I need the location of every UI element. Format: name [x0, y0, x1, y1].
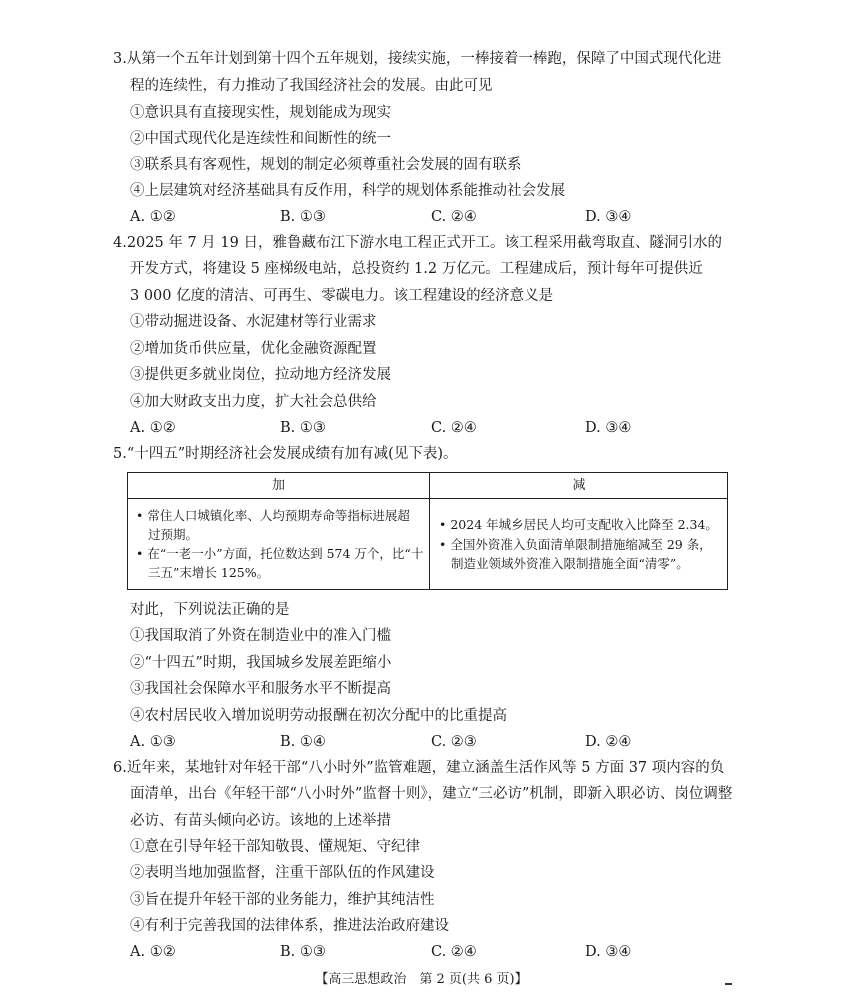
q5-choice-b: B. ①④	[280, 734, 326, 750]
q6-choice-d: D. ③④	[585, 944, 632, 960]
q5-sub-line-1: • 2024 年城乡居民人均可支配收入比降至 2.34。	[439, 517, 718, 532]
corner-mark	[725, 983, 732, 985]
q3-choice-d: D. ③④	[585, 209, 632, 225]
q5-add-line-2: 过预期。	[148, 527, 199, 542]
q4-stem-line-1: 4.2025 年 7 月 19 日，雅鲁藏布江下游水电工程正式开工。该工程采用截弯取直、隧洞引水的	[113, 235, 722, 251]
q4-choice-b: B. ①③	[280, 420, 326, 436]
q5-choice-a: A. ①③	[130, 734, 176, 750]
q4-stem-line-3: 3 000 亿度的清洁、可再生、零碳电力。该工程建设的经济意义是	[130, 288, 554, 304]
q5-add-line-3: • 在“一老一小”方面，托位数达到 574 万个，比“十	[136, 546, 424, 561]
q5-option-4: ④农村居民收入增加说明劳动报酬在初次分配中的比重提高	[130, 708, 507, 724]
q6-stem-line-3: 必访、有苗头倾向必访。该地的上述举措	[130, 813, 391, 829]
q3-choice-a: A. ①②	[130, 209, 176, 225]
q5-option-3: ③我国社会保障水平和服务水平不断提高	[130, 681, 391, 697]
q5-table	[127, 472, 728, 590]
q6-option-3: ③旨在提升年轻干部的业务能力，维护其纯洁性	[130, 892, 435, 908]
q5-option-2: ②“十四五”时期，我国城乡发展差距缩小	[130, 655, 392, 671]
q4-choices	[130, 418, 650, 438]
q4-option-3: ③提供更多就业岗位，拉动地方经济发展	[130, 367, 391, 383]
q5-choice-d: D. ②④	[585, 734, 632, 750]
q4-option-1: ①带动掘进设备、水泥建材等行业需求	[130, 314, 377, 330]
q6-choice-b: B. ①③	[280, 944, 326, 960]
q5-table-header-sub: 减	[572, 478, 586, 493]
q5-table-header-add: 加	[271, 478, 285, 493]
q3-stem-line-1: 3.从第一个五年计划到第十四个五年规划，接续实施，一棒接着一棒跑，保障了中国式现代化进	[113, 51, 722, 67]
q5-stem: 5.“十四五”时期经济社会发展成绩有加有减(见下表)。	[113, 446, 458, 462]
q3-option-4: ④上层建筑对经济基础具有反作用，科学的规划体系能推动社会发展	[130, 183, 565, 199]
q4-option-4: ④加大财政支出力度，扩大社会总供给	[130, 394, 377, 410]
q5-option-1: ①我国取消了外资在制造业中的准入门槛	[130, 628, 391, 644]
q5-lead: 对此，下列说法正确的是	[130, 602, 290, 618]
q3-choices	[130, 207, 650, 227]
q4-choice-c: C. ②④	[431, 420, 477, 436]
q4-stem-line-2: 开发方式，将建设 5 座梯级电站，总投资约 1.2 万亿元。工程建成后，预计每年可提供近	[130, 261, 703, 277]
q5-add-line-4: 三五”末增长 125%。	[148, 565, 270, 580]
q3-choice-b: B. ①③	[280, 209, 326, 225]
q5-sub-line-3: 制造业领域外资准入限制措施全面“清零”。	[451, 556, 689, 571]
q6-option-4: ④有利于完善我国的法律体系，推进法治政府建设	[130, 918, 449, 934]
q3-stem-line-2: 程的连续性，有力推动了我国经济社会的发展。由此可见	[130, 78, 493, 94]
q6-option-1: ①意在引导年轻干部知敬畏、懂规矩、守纪律	[130, 839, 420, 855]
q6-choice-a: A. ①②	[130, 944, 176, 960]
q6-option-2: ②表明当地加强监督，注重干部队伍的作风建设	[130, 865, 435, 881]
q6-stem-line-2: 面清单，出台《年轻干部“八小时外”监督十则》，建立“三必访”机制，即新入职必访、岗位调整	[130, 786, 733, 802]
q6-choice-c: C. ②④	[431, 944, 477, 960]
q5-sub-line-2: • 全国外资准入负面清单限制措施缩减至 29 条，	[439, 537, 712, 552]
q5-choices	[130, 732, 650, 752]
page-footer: 【高三思想政治 第 2 页(共 6 页)】	[315, 972, 528, 987]
q3-choice-c: C. ②④	[431, 209, 477, 225]
q5-choice-c: C. ②③	[431, 734, 477, 750]
q3-option-1: ①意识具有直接现实性，规划能成为现实	[130, 105, 391, 121]
q4-choice-a: A. ①②	[130, 420, 176, 436]
q6-stem-line-1: 6.近年来，某地针对年轻干部“八小时外”监管难题，建立涵盖生活作风等 5 方面 37 项内容的负	[113, 760, 725, 776]
q6-choices	[130, 942, 650, 962]
q4-choice-d: D. ③④	[585, 420, 632, 436]
q3-option-2: ②中国式现代化是连续性和间断性的统一	[130, 131, 391, 147]
q5-add-line-1: • 常住人口城镇化率、人均预期寿命等指标进展超	[136, 508, 410, 523]
q3-option-3: ③联系具有客观性，规划的制定必须尊重社会发展的固有联系	[130, 157, 522, 173]
q4-option-2: ②增加货币供应量，优化金融资源配置	[130, 341, 377, 357]
